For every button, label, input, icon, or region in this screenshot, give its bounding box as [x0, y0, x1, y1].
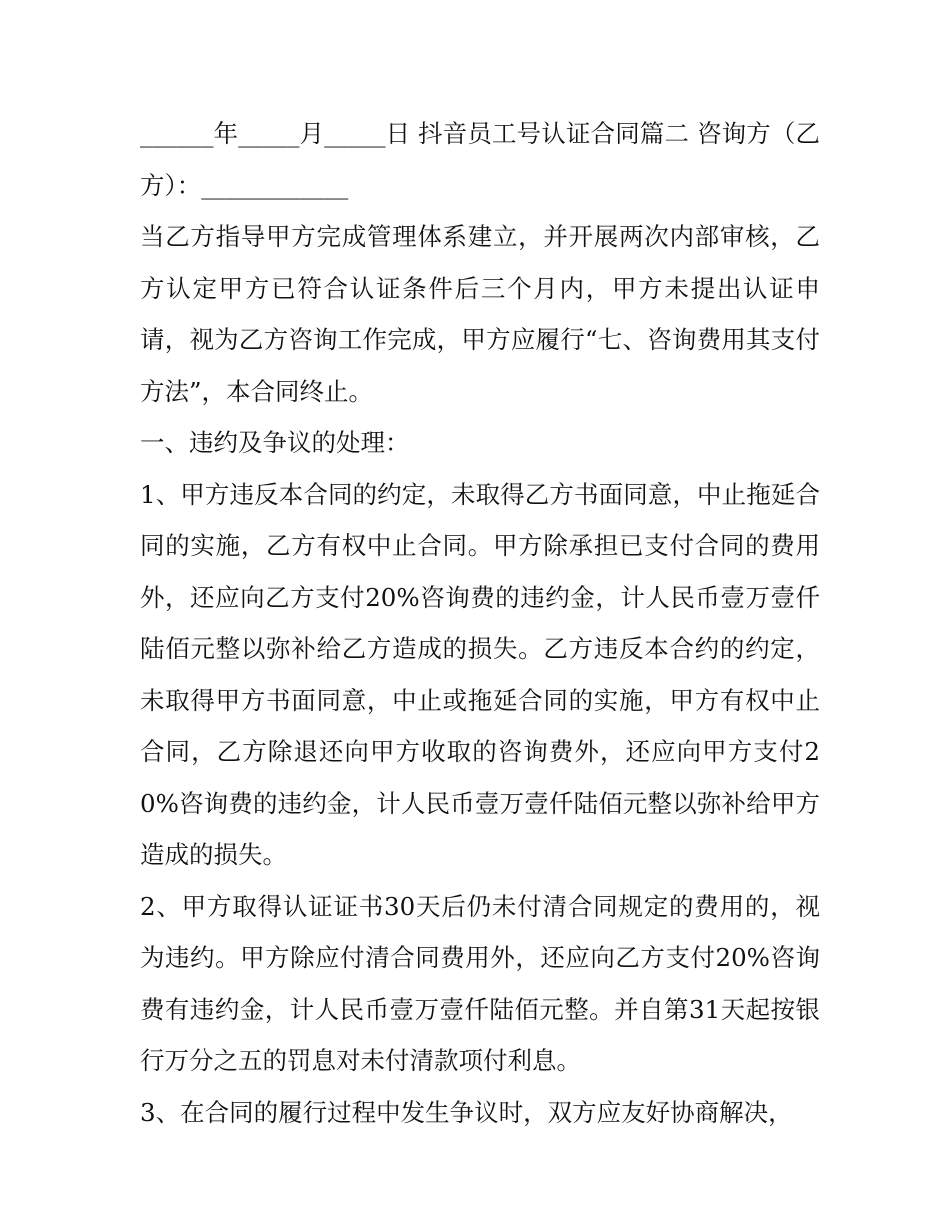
clause-3-paragraph: 3、在合同的履行过程中发生争议时，双方应友好协商解决，	[140, 1097, 793, 1127]
header-paragraph: ______年_____月_____日 抖音员工号认证合同篇二 咨询方（乙方）：____________	[140, 119, 820, 200]
completion-clause-paragraph: 当乙方指导甲方完成管理体系建立，并开展两次内部审核，乙方认定甲方已符合认证条件后三个月内，甲方未提出认证申请，视为乙方咨询工作完成，甲方应履行“七、咨询费用其支付方法”，本合同终止。	[140, 222, 820, 406]
section-heading-breach: 一、违约及争议的处理：	[140, 428, 410, 457]
clause-1-paragraph: 1、甲方违反本合同的约定，未取得乙方书面同意，中止拖延合同的实施，乙方有权中止合同。甲方除承担已支付合同的费用外，还应向乙方支付20%咨询费的违约金，计人民币壹万壹仟陆佰元整以弥补给乙方造成的损失。乙方违反本合约的约定，未取得甲方书面同意，中止或拖延合同的实施，甲方有权中止合同，乙方除退还向甲方收取的咨询费外，还应向甲方支付20%咨询费的违约金，计人民币壹万壹仟陆佰元整以弥补给甲方造成的损失。	[140, 479, 820, 869]
clause-2-paragraph: 2、甲方取得认证证书30天后仍未付清合同规定的费用的，视为违约。甲方除应付清合同费用外，还应向乙方支付20%咨询费有违约金，计人民币壹万壹仟陆佰元整。并自第31天起按银行万分之五的罚息对未付清款项付利息。	[140, 891, 820, 1075]
document-body	[140, 108, 820, 1138]
